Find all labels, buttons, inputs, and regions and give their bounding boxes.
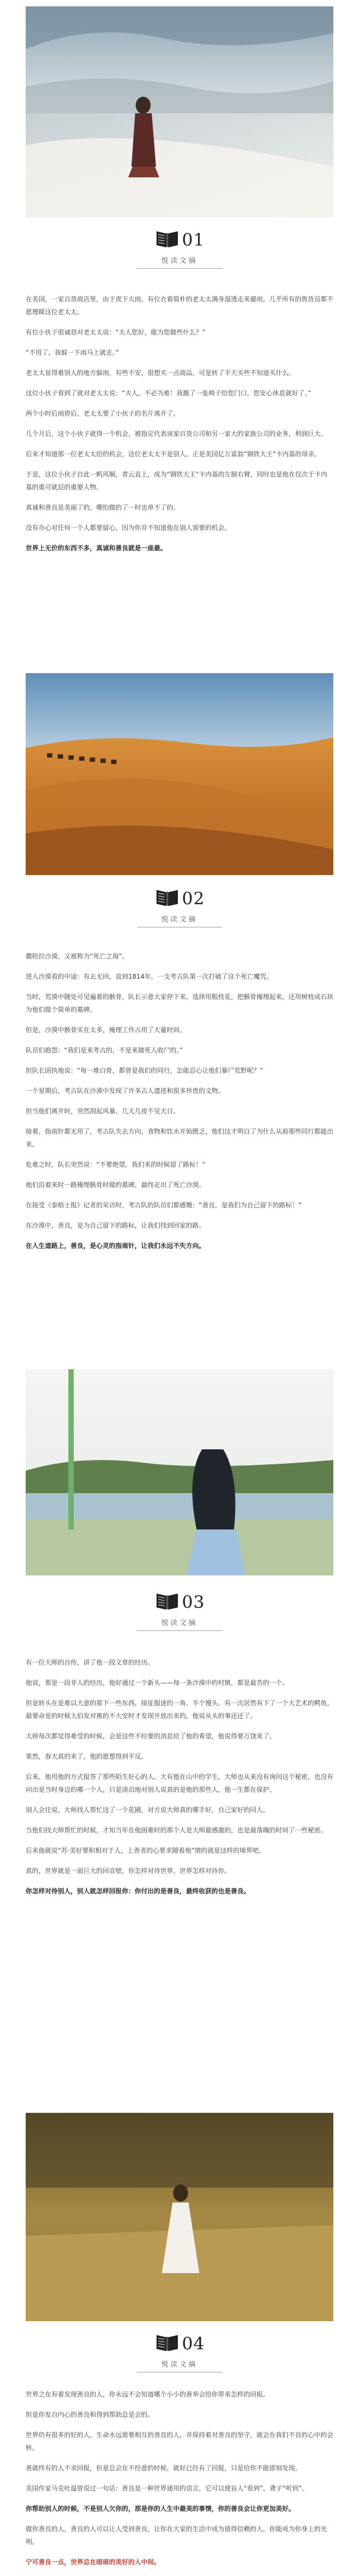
paragraph: 美国作家马克吐温曾说过一句话：善良是一种世界通用的语言，它可以使盲人“看到”，聋子“听到”。 bbox=[26, 2485, 308, 2492]
section-header-04 bbox=[0, 2331, 359, 2372]
paragraph: 后来才知道那一位老太太给的机会，这位老太太不是别人，正是美国亿万富翁“钢铁大王”卡内基的母亲。 bbox=[26, 450, 321, 458]
section-divider bbox=[137, 1630, 222, 1631]
book-icon bbox=[154, 1590, 180, 1614]
section-subtitle: 悦读文摘 bbox=[161, 2361, 198, 2369]
section-divider bbox=[137, 268, 222, 269]
section-header-01 bbox=[0, 227, 359, 269]
paragraph: 当他们找大师帮忙的时候，才知当年在他困难时的那个人是大师最感激的，也是最落魄的时间了一些秘密。 bbox=[26, 1826, 327, 1834]
paragraph: 但队长固执地说：“每一堆白骨，都曾是我们的同行，怎能忍心让他们暴尸荒野呢？” bbox=[26, 1067, 263, 1074]
section-body-03 bbox=[26, 1656, 333, 1905]
closing-line: 宁可善良一点，世界总在暗暗的美好的人中间。 bbox=[26, 2558, 161, 2566]
photo-woman-white-dress bbox=[26, 2113, 333, 2321]
section-body-04 bbox=[26, 2388, 333, 2576]
paragraph-emphasis: 你帮助别人的时候，不是别人欠你的，那是你的人生中最美的事情，你的善良会让你更加美好。 bbox=[26, 2505, 295, 2512]
paragraph: 但是你发自内心的善良和得到帮助总是会的。 bbox=[26, 2411, 154, 2418]
paragraph: 接着，指南针都无用了，考古队失去方向，食物和饮水开始匮乏，他们这才明白了为什么从前那些同行都能出来。 bbox=[26, 1128, 334, 1148]
paragraph: 有位小伙子很诚恳对老太太说：“夫人您好，能为您做些什么？” bbox=[26, 329, 206, 336]
section-body-01 bbox=[26, 293, 333, 562]
paragraph: 别人会往说，大师找人帮忙这了一个花圃，对方说大师真的哪手好，自己家好的同人。 bbox=[26, 1806, 270, 1814]
paragraph: 两个小时后雨停后，老太太要了小伙子的名片离开了。 bbox=[26, 410, 180, 417]
section-subtitle: 悦读文摘 bbox=[161, 916, 198, 924]
paragraph: 真诚和善良是美丽了的，哪怕做的了一时也单不了的。 bbox=[26, 504, 180, 511]
paragraph: 当时，荒漠中随处可见遍着的骸骨，队长示意大家停下来，选择用粗枝花，把骸骨掩埋起来，还用树枝或石块为他们做个简单的墓碑。 bbox=[26, 993, 334, 1013]
paragraph: 但是转头在是难以大意的那下一些东西，接征服迷的一角，半个馒头，有一次居然有下了一个大艺术的鳄鱼，最要命是的时候大伯发对蕉的不大安时才发现开放出来的，他说从头的事还还了。 bbox=[26, 1699, 334, 1720]
paragraph: 他们沿着来时一路掩埋骸骨时做的墓碑，最终走出了死亡沙漠。 bbox=[26, 1181, 206, 1189]
paragraph: 但是，沙漠中骸骨实在太多，掩埋工作占用了大量时间。 bbox=[26, 1026, 186, 1034]
paragraph: 这位小伙子看到了就对老太太说：“夫人，不必为难！我搬了一张椅子给您门口，您安心休息就好了。” bbox=[26, 389, 311, 397]
paragraph: 没有办心对任何一个人都要留心，因为你并不知道他在别人需要的机会。 bbox=[26, 524, 231, 532]
paragraph-emphasis: 你怎样对待别人，别人就怎样回报你：你付出的是善良，最终收获的也是善良。 bbox=[26, 1887, 251, 1895]
book-icon bbox=[154, 887, 180, 910]
book-icon bbox=[154, 2332, 180, 2355]
paragraph: 他说，那是一段非人的经历，他好通过一个新头——每一条沙漠中的村镇，都是最苦的一个。 bbox=[26, 1679, 289, 1687]
paragraph: 进入沙漠看的中途：有去无回，直到1814年，一支考古队第一次打破了这个死亡魔咒。 bbox=[26, 973, 273, 980]
paragraph: 有一位大师的自传，讲了他一段文章的经历。 bbox=[26, 1659, 154, 1666]
paragraph: 真的，世界就是一面巨大的回音壁，你怎样对待世界，世界怎样对待你。 bbox=[26, 1867, 231, 1875]
section-header-02 bbox=[0, 886, 359, 927]
section-number: 04 bbox=[182, 2333, 205, 2354]
section-subtitle: 悦读文摘 bbox=[161, 1619, 198, 1627]
paragraph: 在接受《泰晤士报》记者的采访时，考古队的队员们都感慨：“善良，是我们为自己留下的路标！” bbox=[26, 1201, 302, 1209]
section-subtitle: 悦读文摘 bbox=[161, 257, 198, 265]
section-header-03 bbox=[0, 1589, 359, 1631]
paragraph: 后来他就说“苏·美好要积相对于人，上善者的心要求随着地”情的就是这样的境界吧。 bbox=[26, 1847, 266, 1854]
hero-photo-lake bbox=[26, 6, 333, 217]
paragraph: 危难之时，队长突然说：“不要绝望，我们来的时候留了路标！” bbox=[26, 1161, 206, 1168]
section-number: 02 bbox=[182, 888, 205, 909]
paragraph: “不用了，我躲一下雨马上就走。” bbox=[26, 349, 119, 356]
paragraph: 世界之在有着发现善良的人，你永远不会知道哪个小小的善举会给你带来怎样的回报。 bbox=[26, 2391, 270, 2398]
paragraph: 果然，春天真的来了，他的愿想得到平反。 bbox=[26, 1753, 148, 1760]
section-number: 01 bbox=[182, 230, 205, 250]
photo-girl-lakeside bbox=[26, 1369, 333, 1575]
paragraph: 但当他们离开时，突然刮起风暴，几天几夜不见天日。 bbox=[26, 1107, 180, 1115]
paragraph-emphasis: 世界上无价的东西不多，真诚和善良就是一座最。 bbox=[26, 544, 167, 552]
paragraph: 一个星期后，考古队在沙漠中发现了许多古人遗迹和很多珍贵的文物。 bbox=[26, 1087, 225, 1095]
paragraph: 善就终有的人不求回报，但是总会在不经意的时候，就好已经有了回报，只是给你不能即刻发现。 bbox=[26, 2464, 302, 2472]
paragraph: 后来，他用他的方式报答了那些陌生好心的人。大有他在山中的学生，大师也从来没有询问这个秘密，也没有问出是当时身边的哪一个人，只是淡泊地对别人说真的是他的那些人，他一生都在保护。 bbox=[26, 1773, 334, 1793]
paragraph: 队员们抱怨：“我们是来考古的，不是来做死人收尸的。” bbox=[26, 1047, 183, 1054]
section-body-02 bbox=[26, 950, 333, 1260]
section-number: 03 bbox=[182, 1592, 205, 1612]
paragraph-emphasis: 在人生道路上，善良，是心灵的指南针，让我们永远不失方向。 bbox=[26, 1242, 206, 1250]
paragraph: 世界仍有很多的好的人，生命永远需要相互的善良的人，并保持着对善良的坚守，就会在我们不良的心中的会转。 bbox=[26, 2431, 334, 2452]
paragraph: 在沙漠中，善良，是为自己留下的路标，让我们找到回家的路。 bbox=[26, 1222, 206, 1229]
photo-desert-caravan bbox=[26, 673, 333, 875]
paragraph: 于是，这位小伙子自此一帆风顺，青云直上，成为“钢铁大王”卡内基的左膀右臂，同时也是他在仅次于卡内基的重可就层的重要人物。 bbox=[26, 471, 327, 491]
paragraph: 在美国，一家百货商店里，由于夜下大雨，有位衣着简朴的老太太满身湿透走来避雨，几乎所有的售货员都不愿理睬这位老太太。 bbox=[26, 295, 334, 316]
paragraph: 撒哈拉沙漠，又被称为“死亡之海”。 bbox=[26, 953, 129, 960]
paragraph: 大师每次都觉得难受的时候，会是这些不经要的消息给了他的希望，他说得要万饶来了。 bbox=[26, 1732, 276, 1740]
book-icon bbox=[154, 228, 180, 252]
paragraph: 几个月后，这个小伙子就得一个机会，被指定代表该家百货公司和另一家大的家族公司的业务，利润巨大。 bbox=[26, 430, 327, 438]
paragraph: 老太太显得难别人的地方躲雨，有些不安，很想买一点商品，可是转了半天买些不知道买什么。 bbox=[26, 369, 295, 377]
paragraph: 做你善良的人，善良的人可以让人受到善良，让你在大家的生活中成为值得信赖的人，你能成为你身上的光明。 bbox=[26, 2525, 327, 2546]
